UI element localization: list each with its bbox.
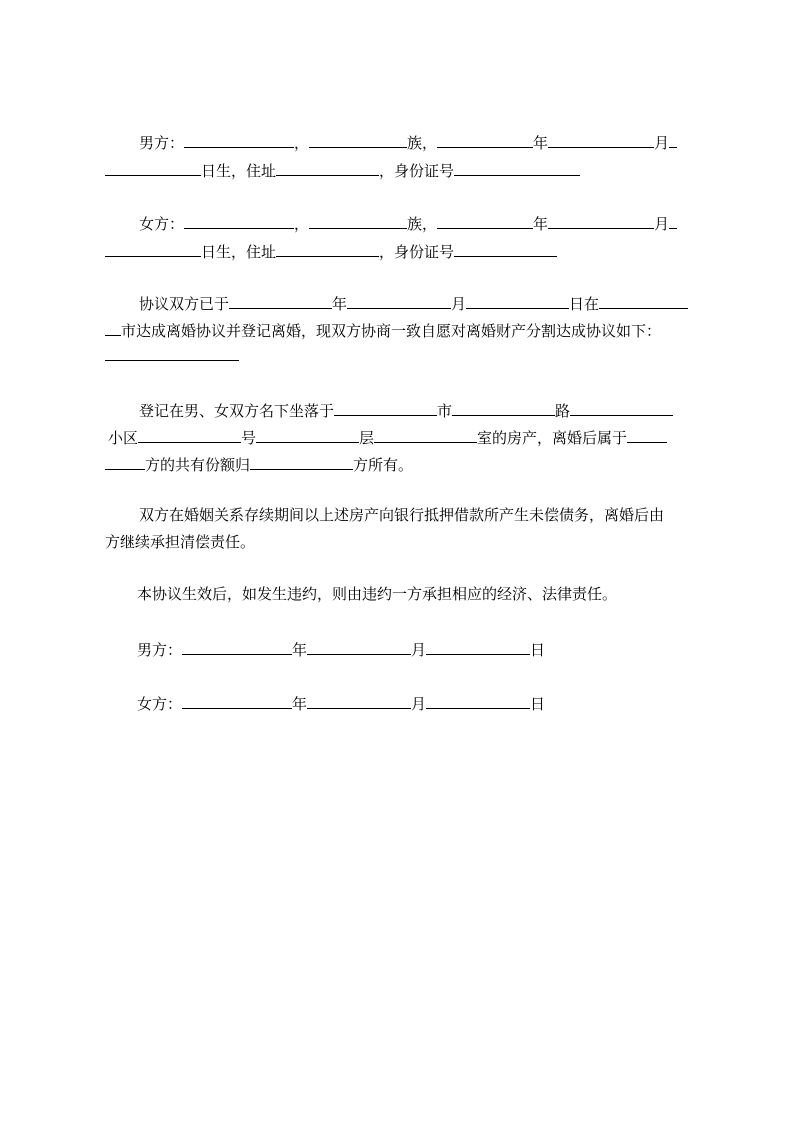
female-id-label: ，身份证号	[379, 243, 455, 261]
male-id-label: ，身份证号	[379, 162, 455, 180]
agreement-city-blank-a[interactable]	[599, 291, 688, 309]
female-ethnicity-suffix: 族，	[407, 215, 438, 233]
agreement-intro: 协议双方已于	[139, 295, 230, 313]
property-ownership-label: 方所有。	[353, 456, 414, 474]
agreement-text: 市达成离婚协议并登记离婚，现双方协商一致自愿对离婚财产分割达成协议如下：	[121, 322, 662, 340]
property-share-label: 方的共有份额归	[145, 456, 251, 474]
female-trailing-blank[interactable]	[669, 211, 677, 229]
property-road-blank[interactable]	[452, 398, 555, 416]
property-community-blank[interactable]	[138, 425, 241, 443]
female-year-label: 年	[533, 215, 549, 233]
female-ethnicity-blank[interactable]	[309, 211, 407, 229]
debt-line-1: 双方在婚姻关系存续期间以上述房产向银行抵押借款所产生未偿债务，离婚后由	[139, 506, 665, 524]
property-intro: 登记在男、女双方名下坐落于	[139, 402, 335, 420]
male-id-blank[interactable]	[454, 158, 580, 176]
male-day-address: 日生，住址	[201, 162, 277, 180]
female-name-blank[interactable]	[184, 211, 294, 229]
sign-male-day-blank[interactable]	[426, 637, 530, 655]
male-trailing-blank[interactable]	[669, 130, 677, 148]
agreement-month-blank[interactable]	[347, 291, 451, 309]
agreement-month-label: 月	[451, 295, 467, 313]
sign-female-label: 女方：	[137, 695, 183, 713]
female-sep: ，	[294, 215, 310, 233]
sign-female-day-blank[interactable]	[426, 691, 530, 709]
agreement-year-label: 年	[332, 295, 348, 313]
sign-male-label: 男方：	[137, 641, 183, 659]
sign-male-day-label: 日	[530, 641, 546, 659]
male-info-line-2	[105, 158, 580, 178]
property-line-2	[105, 425, 667, 445]
property-road-label: 路	[555, 402, 571, 420]
property-road-extra-blank[interactable]	[570, 398, 673, 416]
property-community-label: 小区	[108, 429, 139, 447]
property-owner-blank-a[interactable]	[627, 425, 667, 443]
sign-male-year-label: 年	[292, 641, 308, 659]
male-birth-month-blank[interactable]	[548, 130, 654, 148]
male-year-label: 年	[533, 134, 549, 152]
male-ethnicity-suffix: 族，	[407, 134, 438, 152]
agreement-line-1	[139, 291, 688, 311]
property-share-blank[interactable]	[250, 452, 353, 470]
female-address-blank[interactable]	[276, 239, 379, 257]
property-floor-blank[interactable]	[374, 425, 477, 443]
agreement-day-at: 日在	[569, 295, 600, 313]
property-number-blank[interactable]	[256, 425, 359, 443]
female-label: 女方：	[139, 215, 185, 233]
property-number-label: 号	[241, 429, 257, 447]
agreement-day-blank[interactable]	[466, 291, 569, 309]
female-birth-year-blank[interactable]	[437, 211, 533, 229]
debt-line-2: 方继续承担清偿责任。	[105, 533, 256, 551]
sign-male-month-label: 月	[411, 641, 427, 659]
female-info-line-2	[105, 239, 557, 259]
male-sep: ，	[294, 134, 310, 152]
sign-female-line	[137, 691, 545, 711]
property-floor-label: 层	[359, 429, 375, 447]
sign-female-day-label: 日	[530, 695, 546, 713]
male-birth-day-blank[interactable]	[105, 158, 201, 176]
male-name-blank[interactable]	[184, 130, 294, 148]
sign-male-line	[137, 637, 545, 657]
male-address-blank[interactable]	[276, 158, 379, 176]
property-line-3	[105, 452, 413, 472]
agreement-line-3	[105, 343, 239, 363]
agreement-line-2	[105, 318, 661, 338]
property-line-1	[139, 398, 673, 418]
male-label: 男方：	[139, 134, 185, 152]
sign-female-year-blank[interactable]	[182, 691, 292, 709]
female-id-blank[interactable]	[454, 239, 557, 257]
male-info-line-1	[139, 130, 677, 150]
sign-female-month-blank[interactable]	[307, 691, 411, 709]
property-city-blank[interactable]	[334, 398, 437, 416]
sign-male-year-blank[interactable]	[182, 637, 292, 655]
agreement-content-blank[interactable]	[105, 343, 239, 361]
sign-female-year-label: 年	[292, 695, 308, 713]
female-month-label: 月	[654, 215, 670, 233]
breach-clause: 本协议生效后，如发生违约，则由违约一方承担相应的经济、法律责任。	[137, 585, 618, 603]
sign-female-month-label: 月	[411, 695, 427, 713]
property-room-label: 室的房产，离婚后属于	[477, 429, 628, 447]
sign-male-month-blank[interactable]	[307, 637, 411, 655]
male-birth-year-blank[interactable]	[437, 130, 533, 148]
female-birth-day-blank[interactable]	[105, 239, 201, 257]
female-birth-month-blank[interactable]	[548, 211, 654, 229]
property-city-label: 市	[437, 402, 453, 420]
female-day-address: 日生，住址	[201, 243, 277, 261]
female-info-line-1	[139, 211, 677, 231]
male-ethnicity-blank[interactable]	[309, 130, 407, 148]
agreement-city-blank-b[interactable]	[105, 318, 121, 336]
property-owner-blank-b[interactable]	[105, 452, 145, 470]
male-month-label: 月	[654, 134, 670, 152]
agreement-year-blank[interactable]	[229, 291, 332, 309]
